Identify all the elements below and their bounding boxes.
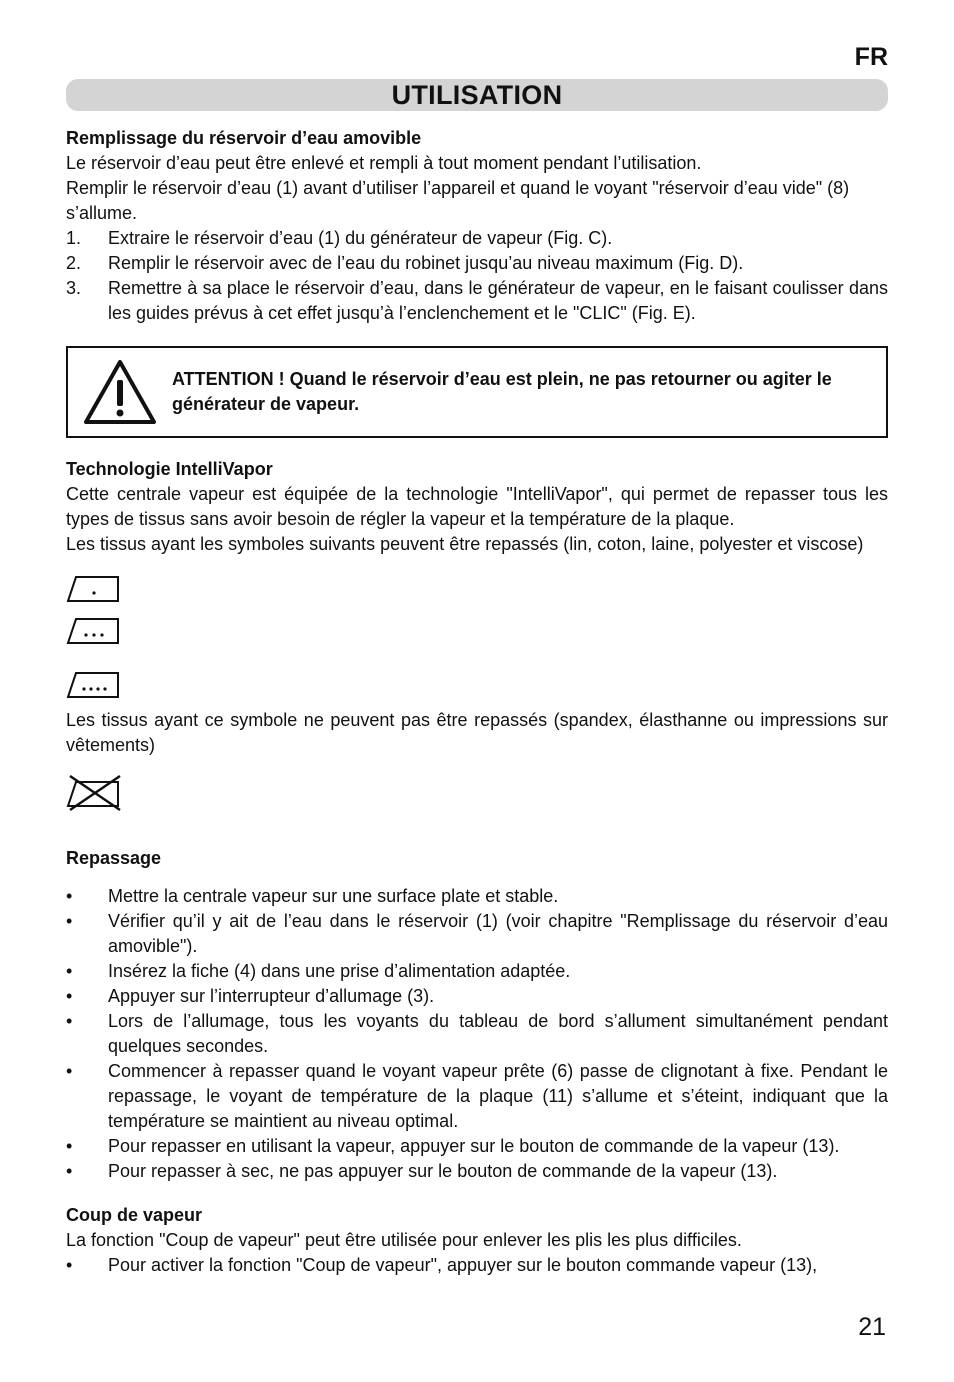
heading-coup-de-vapeur: Coup de vapeur <box>66 1205 203 1225</box>
paragraph: La fonction "Coup de vapeur" peut être utilisée pour enlever les plis les plus difficiles. <box>66 1230 742 1250</box>
list-item-text: Pour activer la fonction "Coup de vapeur", appuyer sur le bouton commande vapeur (13), <box>108 1255 818 1275</box>
step-text: Extraire le réservoir d’eau (1) du générateur de vapeur (Fig. C). <box>108 228 613 248</box>
numbered-step <box>66 251 888 276</box>
list-item-text: Pour repasser à sec, ne pas appuyer sur le bouton de commande de la vapeur (13). <box>108 1161 778 1181</box>
bullet: • <box>66 961 73 981</box>
warning-text: ATTENTION ! Quand le réservoir d’eau est plein, ne pas retourner ou agiter le générateur de vapeur. <box>172 369 832 414</box>
section-title-banner: UTILISATION <box>66 79 888 111</box>
paragraph: Les tissus ayant les symboles suivants peuvent être repassés (lin, coton, laine, polyester et viscose) <box>66 534 864 554</box>
list-item <box>66 1059 888 1134</box>
step-number: 1. <box>66 228 82 248</box>
list-item <box>66 884 888 909</box>
iron-3-dots-icon <box>66 665 122 701</box>
warning-triangle-icon <box>68 358 172 426</box>
bullet: • <box>66 1255 73 1275</box>
heading-remplissage: Remplissage du réservoir d’eau amovible <box>66 128 422 148</box>
list-item-text: Vérifier qu’il y ait de l’eau dans le réservoir (1) (voir chapitre "Remplissage du réservoir d’eau amovible"). <box>108 911 888 956</box>
list-item-text: Insérez la fiche (4) dans une prise d’alimentation adaptée. <box>108 961 571 981</box>
list-item <box>66 1134 888 1159</box>
list-item-text: Lors de l’allumage, tous les voyants du tableau de bord s’allument simultanément pendant quelques secondes. <box>108 1011 888 1056</box>
warning-box <box>66 346 888 438</box>
list-item <box>66 1159 888 1184</box>
list-item <box>66 1009 888 1059</box>
paragraph: Le réservoir d’eau peut être enlevé et rempli à tout moment pendant l’utilisation. <box>66 153 702 173</box>
bullet: • <box>66 886 73 906</box>
bullet: • <box>66 1061 73 1081</box>
list-item-text: Pour repasser en utilisant la vapeur, appuyer sur le bouton de commande de la vapeur (13). <box>108 1136 840 1156</box>
paragraph: Les tissus ayant ce symbole ne peuvent pas être repassés (spandex, élasthanne ou impressions sur vêtements) <box>66 710 888 755</box>
paragraph: Cette centrale vapeur est équipée de la technologie "IntelliVapor", qui permet de repasser tous les types de tissus sans avoir besoin de régler la vapeur et la température de la plaque. <box>66 484 888 529</box>
bullet: • <box>66 1161 73 1181</box>
language-code: FR <box>854 43 888 71</box>
list-item <box>66 984 888 1009</box>
step-text: Remplir le réservoir avec de l’eau du robinet jusqu’au niveau maximum (Fig. D). <box>108 253 744 273</box>
bullet: • <box>66 986 73 1006</box>
heading-repassage: Repassage <box>66 848 162 868</box>
step-number: 3. <box>66 278 82 298</box>
list-item <box>66 1253 888 1278</box>
list-item <box>66 959 888 984</box>
step-text: Remettre à sa place le réservoir d’eau, dans le générateur de vapeur, en le faisant coulisser dans les guides prévus à cet effet jusqu’à l’enclenchement et le "CLIC" (Fig. E). <box>108 278 888 323</box>
iron-1-dot-icon <box>66 569 122 605</box>
bullet-list <box>66 884 888 1184</box>
page-content <box>66 126 888 1278</box>
do-not-iron-icon <box>66 772 122 812</box>
paragraph: Remplir le réservoir d’eau (1) avant d’utiliser l’appareil et quand le voyant "réservoir d’eau vide" (8) s’allume. <box>66 178 850 223</box>
bullet: • <box>66 1136 73 1156</box>
bullet: • <box>66 1011 73 1031</box>
numbered-step <box>66 226 888 251</box>
iron-2-dots-icon <box>66 611 122 647</box>
list-item-text: Commencer à repasser quand le voyant vapeur prête (6) passe de clignotant à fixe. Pendant le repassage, le voyant de température de la plaque (11) s’allume et s’éteint, indiquant que la température se maintient au niveau optimal. <box>108 1061 888 1131</box>
iron-symbols <box>66 569 888 701</box>
list-item <box>66 909 888 959</box>
list-item-text: Appuyer sur l’interrupteur d’allumage (3). <box>108 986 435 1006</box>
step-number: 2. <box>66 253 82 273</box>
numbered-step <box>66 276 888 326</box>
page-number: 21 <box>858 1313 886 1341</box>
bullet: • <box>66 911 73 931</box>
list-item-text: Mettre la centrale vapeur sur une surface plate et stable. <box>108 886 559 906</box>
heading-intellivapor: Technologie IntelliVapor <box>66 459 273 479</box>
